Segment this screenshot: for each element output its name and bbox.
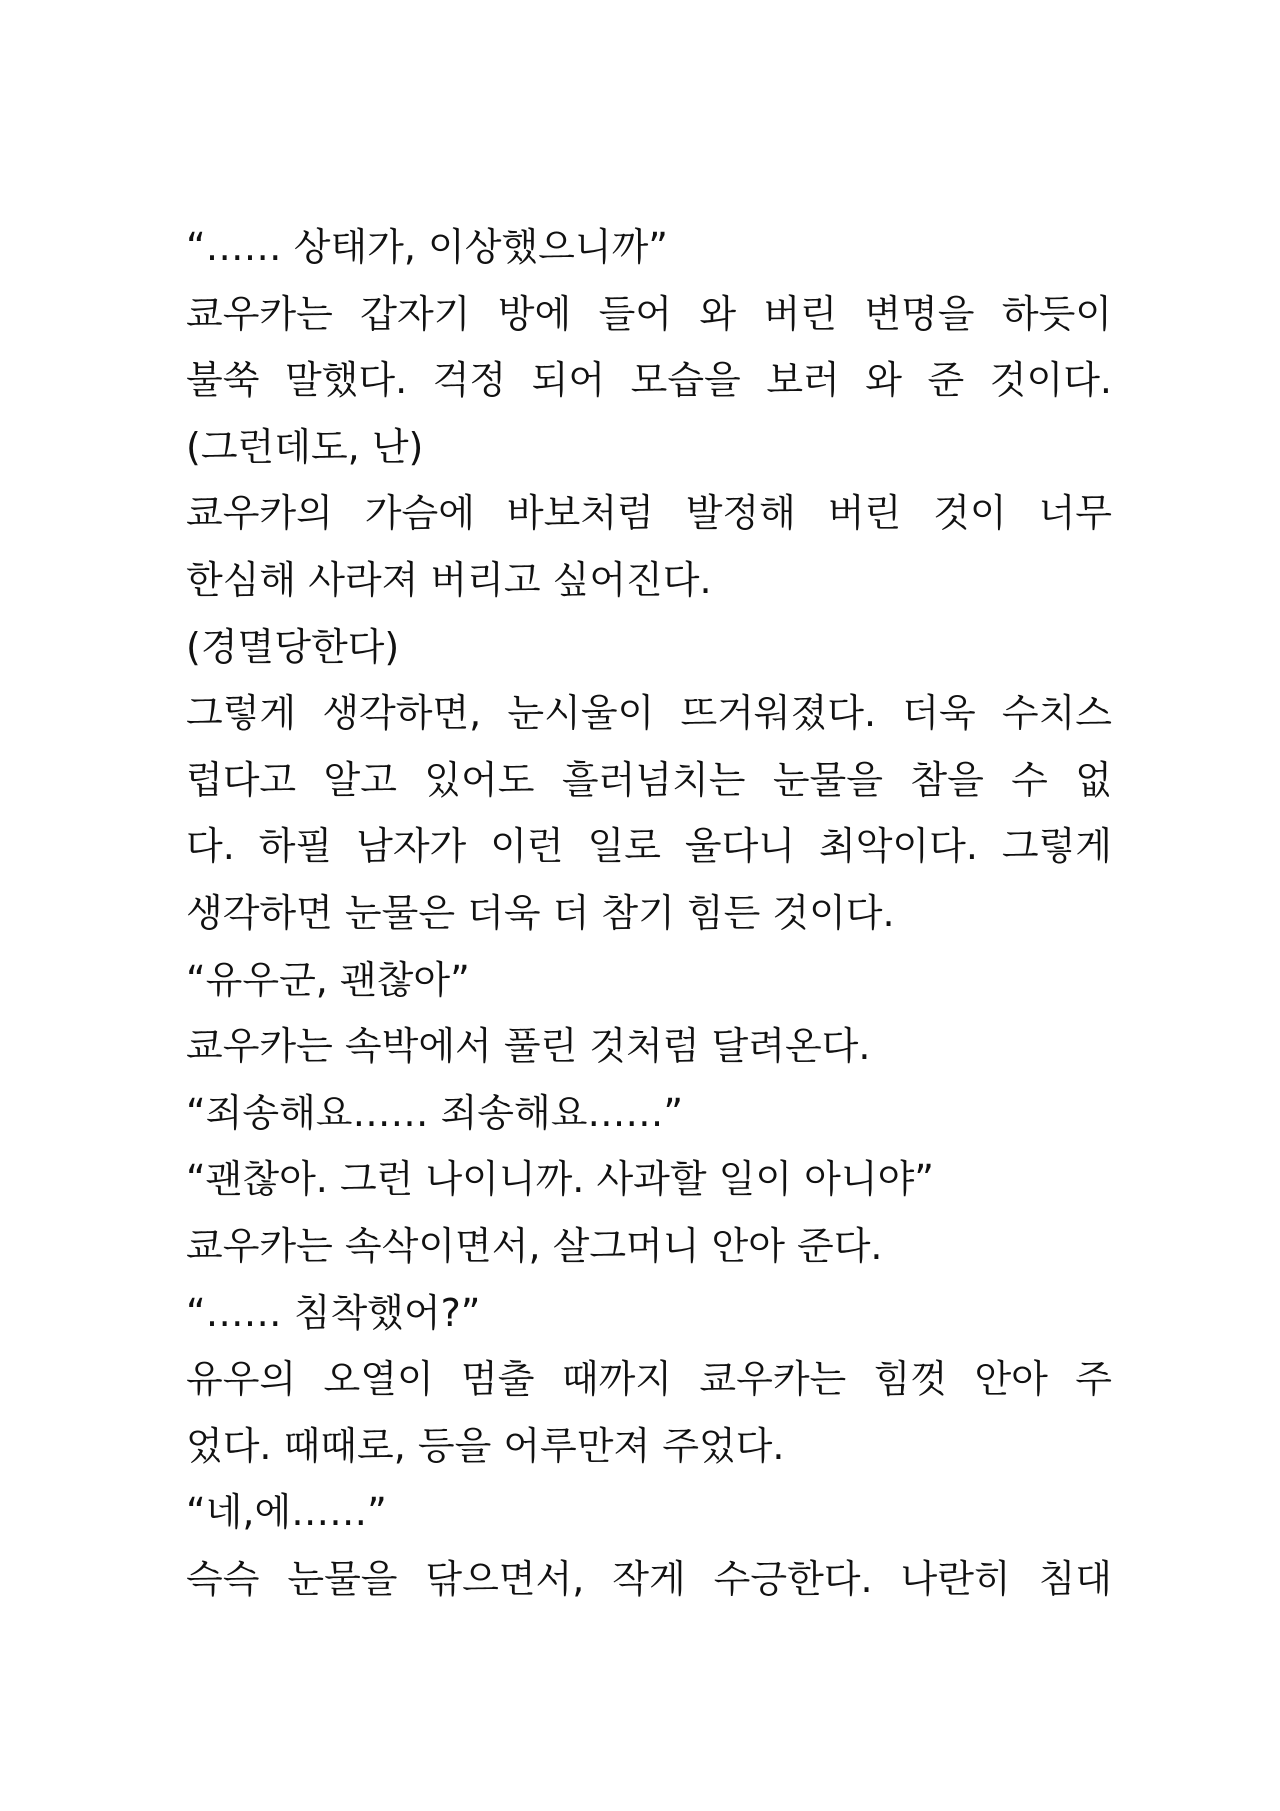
text-line: 생각하면 눈물은 더욱 더 참기 힘든 것이다. (186, 890, 895, 935)
body-text (186, 214, 1112, 1612)
text-line: 쿄우카는 속삭이면서, 살그머니 안아 준다. (186, 1223, 883, 1268)
text-line: (그런데도, 난) (186, 424, 424, 469)
text-line: 슥슥 눈물을 닦으면서, 작게 수긍한다. 나란히 침대 (186, 1556, 1112, 1601)
text-line: 다. 하필 남자가 이런 일로 울다니 최악이다. 그렇게 (186, 824, 1112, 869)
text-line: 쿄우카는 갑자기 방에 들어 와 버린 변명을 하듯이 (186, 291, 1112, 336)
text-line: “…… 침착했어?” (186, 1290, 481, 1335)
text-line: 럽다고 알고 있어도 흘러넘치는 눈물을 참을 수 없 (186, 757, 1112, 802)
text-line: “…… 상태가, 이상했으니까” (186, 225, 668, 269)
text-line: 었다. 때때로, 등을 어루만져 주었다. (186, 1423, 785, 1468)
text-line: 한심해 사라져 버리고 싶어진다. (186, 557, 712, 602)
text-line: 쿄우카의 가슴에 바보처럼 발정해 버린 것이 너무 (186, 491, 1112, 536)
text-line: “괜찮아. 그런 나이니까. 사과할 일이 아니야” (186, 1157, 934, 1202)
text-line: 그렇게 생각하면, 눈시울이 뜨거워졌다. 더욱 수치스 (186, 691, 1112, 736)
text-line: 불쑥 말했다. 걱정 되어 모습을 보러 와 준 것이다. (186, 358, 1112, 403)
text-line: (경멸당한다) (186, 624, 400, 669)
text-line: 유우의 오열이 멈출 때까지 쿄우카는 힘껏 안아 주 (186, 1357, 1112, 1402)
text-line: 쿄우카는 속박에서 풀린 것처럼 달려온다. (186, 1024, 871, 1069)
text-line: “네,에……” (186, 1490, 387, 1535)
text-line: “죄송해요…… 죄송해요……” (186, 1090, 684, 1135)
text-line: “유우군, 괜찮아” (186, 957, 470, 1002)
